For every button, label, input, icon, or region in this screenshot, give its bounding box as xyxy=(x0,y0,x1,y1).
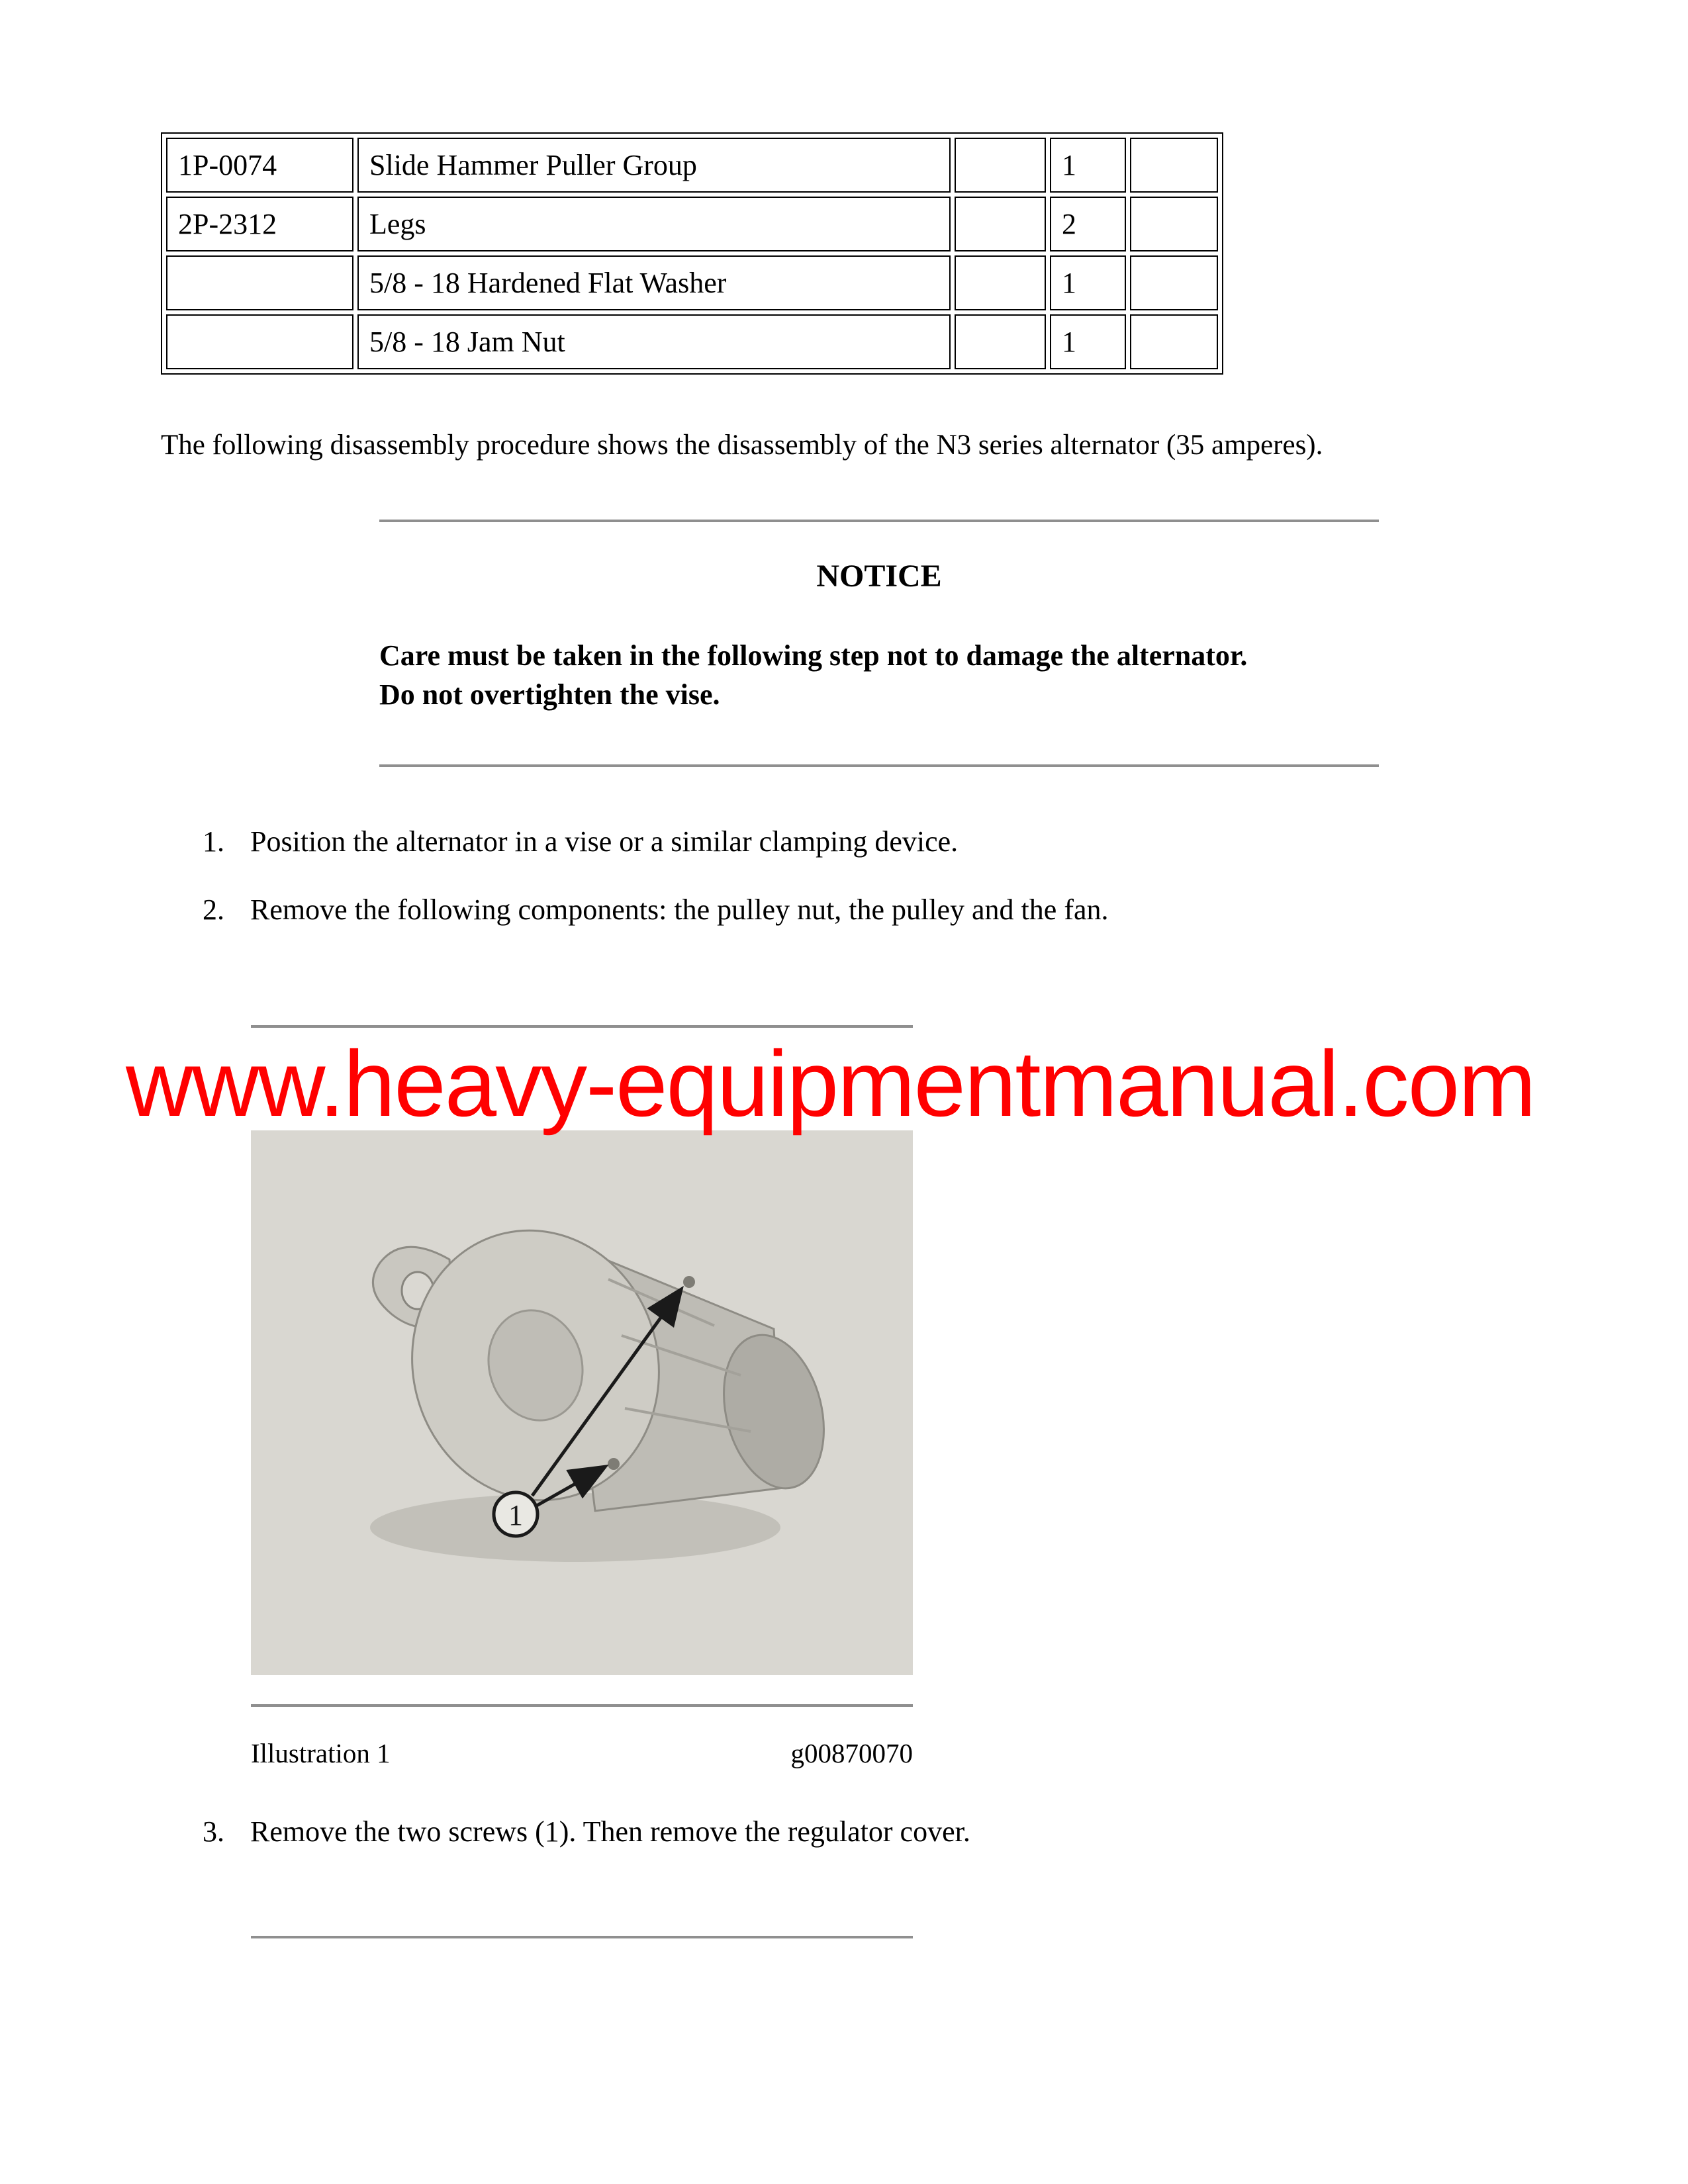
cell-empty xyxy=(955,197,1046,251)
alternator-photo xyxy=(251,1130,913,1675)
procedure-steps xyxy=(203,825,1109,927)
notice-block xyxy=(379,520,1379,767)
cell-quantity: 1 xyxy=(1050,138,1126,193)
cell-empty xyxy=(1130,255,1218,310)
figure-top-rule xyxy=(251,1025,913,1028)
notice-bottom-rule xyxy=(379,764,1379,767)
step-text: Position the alternator in a vise or a similar clamping device. xyxy=(250,825,959,858)
table-row xyxy=(166,255,1218,310)
alternator-illustration xyxy=(251,1130,913,1675)
cell-part-number xyxy=(166,314,353,369)
table-row xyxy=(166,314,1218,369)
cell-empty xyxy=(1130,314,1218,369)
cell-quantity: 2 xyxy=(1050,197,1126,251)
intro-paragraph: The following disassembly procedure shows the disassembly of the N3 series alternator (35 amperes). xyxy=(161,430,1323,461)
notice-body xyxy=(379,637,1379,714)
cell-empty xyxy=(955,255,1046,310)
procedure-step-3 xyxy=(203,1815,970,1848)
cell-empty xyxy=(955,314,1046,369)
cell-empty xyxy=(955,138,1046,193)
screw-upper xyxy=(683,1276,695,1288)
step-text: Remove the following components: the pulley nut, the pulley and the fan. xyxy=(250,893,1109,926)
cell-part-number: 1P-0074 xyxy=(166,138,353,193)
table-row xyxy=(166,197,1218,251)
callout-number: 1 xyxy=(508,1499,523,1531)
step-text: Remove the two screws (1). Then remove the regulator cover. xyxy=(250,1815,970,1848)
parts-table xyxy=(161,132,1223,375)
figure-caption xyxy=(251,1737,913,1769)
cell-description: 5/8 - 18 Hardened Flat Washer xyxy=(357,255,951,310)
watermark-text: www.heavy-equipmentmanual.com xyxy=(126,1031,1535,1136)
bottom-rule xyxy=(251,1936,913,1938)
cell-empty xyxy=(1130,197,1218,251)
step-number: 1. xyxy=(203,825,224,858)
cell-description: Slide Hammer Puller Group xyxy=(357,138,951,193)
illustration-label: Illustration 1 xyxy=(251,1738,391,1768)
cell-quantity: 1 xyxy=(1050,255,1126,310)
cell-part-number: 2P-2312 xyxy=(166,197,353,251)
cell-description: Legs xyxy=(357,197,951,251)
cell-part-number xyxy=(166,255,353,310)
cell-quantity: 1 xyxy=(1050,314,1126,369)
step-2 xyxy=(203,893,1109,927)
figure-bottom-rule xyxy=(251,1704,913,1707)
notice-line-1: Care must be taken in the following step not to damage the alternator. xyxy=(379,639,1248,672)
cell-description: 5/8 - 18 Jam Nut xyxy=(357,314,951,369)
table-row xyxy=(166,138,1218,193)
step-3 xyxy=(203,1815,970,1848)
illustration-code: g00870070 xyxy=(790,1738,913,1768)
cell-empty xyxy=(1130,138,1218,193)
screw-lower xyxy=(608,1458,620,1470)
notice-line-2: Do not overtighten the vise. xyxy=(379,678,720,711)
step-number: 3. xyxy=(203,1815,224,1848)
step-number: 2. xyxy=(203,893,224,926)
notice-top-rule xyxy=(379,520,1379,522)
step-1 xyxy=(203,825,1109,858)
notice-title: NOTICE xyxy=(816,559,942,594)
